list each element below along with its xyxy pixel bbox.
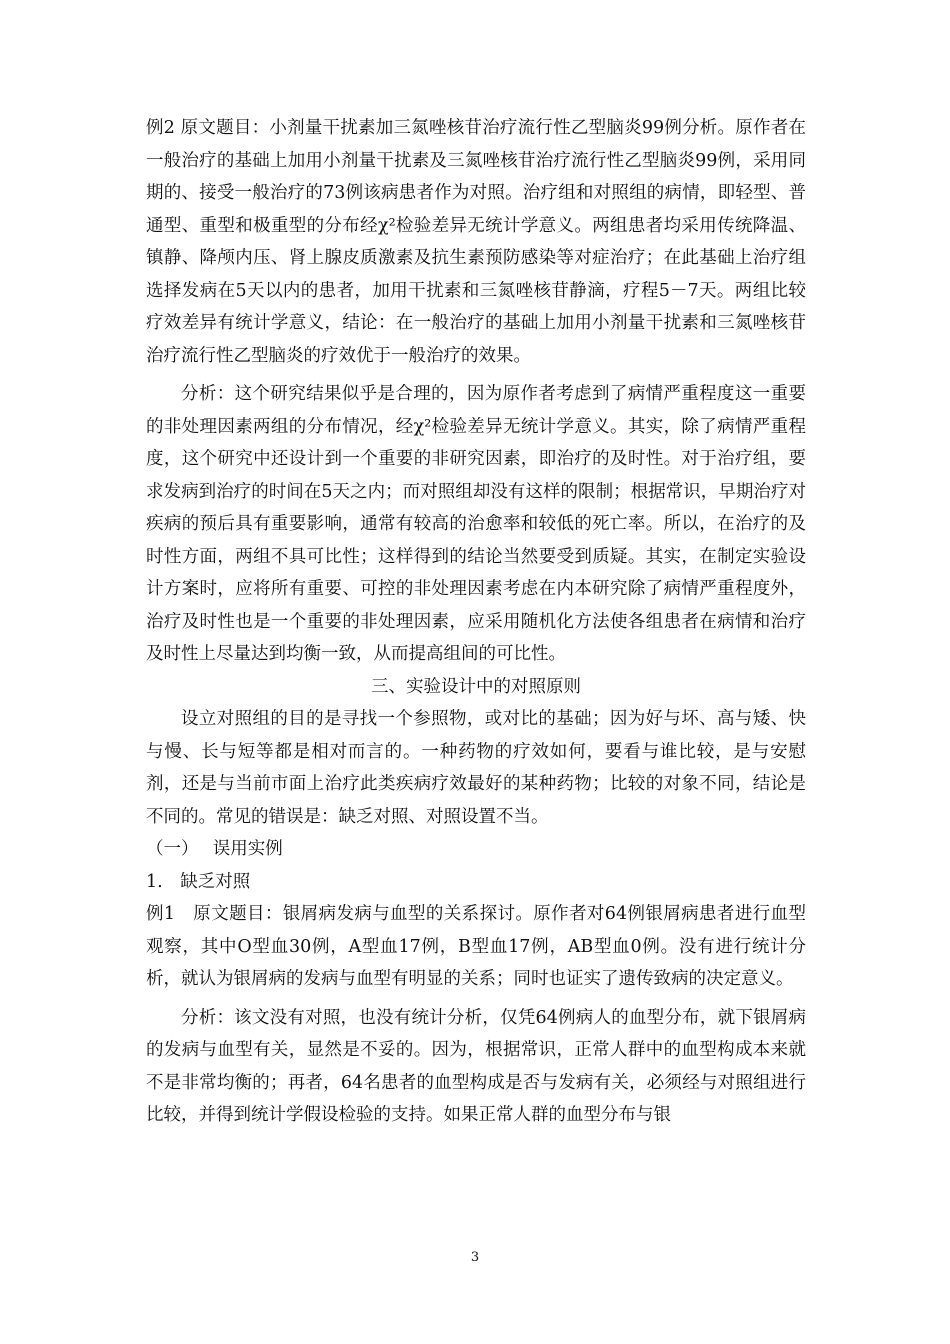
- analysis-paragraph: 分析：这个研究结果似乎是合理的，因为原作者考虑到了病情严重程度这一重要的非处理因素两组的分布情况，经χ²检验差异无统计学意义。其实，除了病情严重程度，这个研究中还设计到一个重要的非研究因素，即治疗的及时性。对于治疗组，要求发病到治疗的时间在5天之内；而对照组却没有这样的限制；根据常识，早期治疗对疾病的预后具有重要影响，通常有较高的治愈率和较低的死亡率。所以，在治疗的及时性方面，两组不具可比性；这样得到的结论当然要受到质疑。其实，在制定实验设计方案时，应将所有重要、可控的非处理因素考虑在内本研究除了病情严重程度外，治疗及时性也是一个重要的非处理因素，应采用随机化方法使各组患者在病情和治疗及时性上尽量达到均衡一致，从而提高组间的可比性。: [146, 384, 806, 664]
- example-2-paragraph: 例2 原文题目：小剂量干扰素加三氮唑核苷治疗流行性乙型脑炎99例分析。原作者在一般治疗的基础上加用小剂量干扰素及三氮唑核苷治疗流行性乙型脑炎99例，采用同期的、接受一般治疗的73例该病患者作为对照。治疗组和对照组的病情，即轻型、普通型、重型和极重型的分布经χ²检验差异无统计学意义。两组患者均采用传统降温、镇静、降颅内压、肾上腺皮质激素及抗生素预防感染等对症治疗；在此基础上治疗组选择发病在5天以内的患者，加用干扰素和三氮唑核苷静滴，疗程5－7天。两组比较疗效差异有统计学意义，结论：在一般治疗的基础上加用小剂量干扰素和三氮唑核苷治疗流行性乙型脑炎的疗效优于一般治疗的效果。: [146, 118, 806, 366]
- item-heading: 1. 缺乏对照: [146, 871, 251, 892]
- control-principle-paragraph: 设立对照组的目的是寻找一个参照物，或对比的基础；因为好与坏、高与矮、快与慢、长与短等都是相对而言的。一种药物的疗效如何，要看与谁比较，是与安慰剂，还是与当前市面上治疗此类疾病疗效最好的某种药物；比较的对象不同，结论是不同的。常见的错误是：缺乏对照、对照设置不当。: [146, 709, 806, 827]
- analysis-paragraph-2: 分析：该文没有对照，也没有统计分析，仅凭64例病人的血型分布，就下银屑病的发病与血型有关，显然是不妥的。因为，根据常识，正常人群中的血型构成本来就不是非常均衡的；再者，64名患者的血型构成是否与发病有关，必须经与对照组进行比较，并得到统计学假设检验的支持。如果正常人群的血型分布与银: [146, 1007, 806, 1125]
- page-body: [146, 112, 806, 1132]
- page-number: 3: [470, 1250, 480, 1265]
- section-heading: 三、实验设计中的对照原则: [371, 676, 581, 697]
- example-1-paragraph: 例1 原文题目：银屑病发病与血型的关系探讨。原作者对64例银屑病患者进行血型观察，其中O型血30例，A型血17例，B型血17例，AB型血0例。没有进行统计分析，就认为银屑病的发病与血型有明显的关系；同时也证实了遗传致病的决定意义。: [146, 904, 806, 989]
- subsection-heading: （一） 误用实例: [146, 839, 283, 859]
